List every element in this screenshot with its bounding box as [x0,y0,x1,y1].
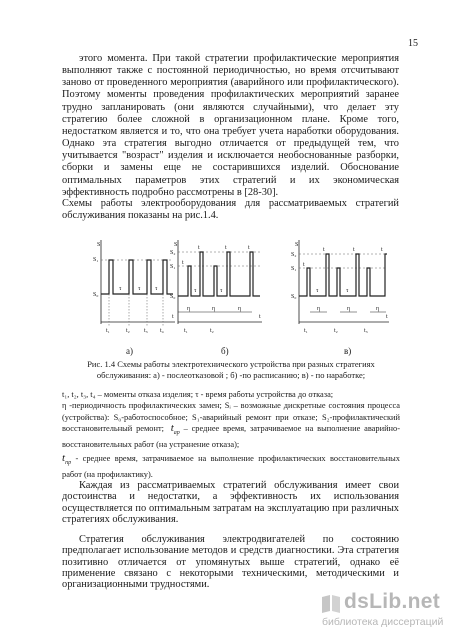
svg-text:t: t [225,245,227,251]
subfigure-a-label: а) [126,346,133,356]
svg-text:τ: τ [346,288,349,294]
subfigure-c-label: в) [344,346,352,356]
svg-text:t₂: t₂ [210,328,214,334]
svg-text:t₄: t₄ [160,328,164,334]
svg-text:t₁: t₁ [304,328,308,334]
svg-text:S: S [295,242,299,248]
svg-text:t: t [381,247,383,253]
svg-text:t₃: t₃ [144,328,148,334]
svg-text:τ: τ [155,286,158,292]
svg-text:τ: τ [316,288,319,294]
paragraph-condition-based: Стратегия обслуживания электродвигателей по состоянию предполагает использование методов и средств диагностики. Эта стратегия позитивно отличается от упомянутых выше стратегий, однако её применение связано с некоторыми техническими, методическими и организационными трудностями. [62,534,399,591]
svg-text:τ: τ [138,286,141,292]
svg-text:η: η [376,306,380,312]
subfigure-b-label: б) [221,346,229,356]
svg-text:τ: τ [220,288,223,294]
watermark-logo: dsLib.net [344,590,441,613]
axis-s-label: S [97,242,101,248]
svg-text:t₁: t₁ [184,328,188,334]
legend-block [62,389,400,480]
diagram-a-after-failure [95,238,180,338]
svg-text:τ: τ [119,286,122,292]
svg-text:t₃: t₃ [364,328,368,334]
svg-text:η: η [212,306,216,312]
watermark-subtitle: библиотека диссертаций [322,616,444,628]
svg-text:t: t [172,314,174,320]
svg-text:η: η [238,306,242,312]
legend-line-2: η -периодичность профилактических замен; Sᵢ – возможные дискретные состояния процесса (устройства): S₀-работоспособное; S₁-аварийный ремонт при отказе; S₂-профилактический восстановительный ремонт; $t_{ар}$ – среднее время, затрачиваемое на выполнение аварийно-восстановительных работ (на устранение отказа); [62,401,401,450]
tpr-symbol: $t_{пр}$ [62,451,72,466]
svg-text:t: t [259,314,261,320]
svg-text:η: η [187,306,191,312]
svg-text:t: t [303,262,305,268]
paragraph-strategy-description: этого момента. При такой стратегии профилактические мероприятия выполняют также с постоянной периодичностью, но время отсчитывают заново от проведенного мероприятия (аварийного или профилактического). Поэтому моменты проведения профилактических мероприятий заранее трудно запланировать (они являются случайными), что делает эту стратегию более сложной в организационном плане. Кроме того, недостатком является и то, что она требует учета наработки оборудования. Однако эта стратегия выгодно отличается от предыдущей тем, что учитывается "возраст" изделия и исключается необоснованные разборки, сборки и замены еще не состарившихся изделий. Обоснование оптимальных параметров этих стратегий и их экономическая эффективность подробно рассмотрены в [28-30]. [62,53,399,198]
svg-text:η: η [347,306,351,312]
svg-text:t: t [323,247,325,253]
page-number: 15 [408,38,418,49]
svg-text:S₁: S₁ [291,266,297,272]
svg-text:t: t [182,260,184,266]
legend-line-1: t₁, t₂, t₃, t₄ – моменты отказа изделия; τ - время работы устройства до отказа; [62,390,334,399]
tav-symbol: $t_{ар}$ [170,421,180,437]
svg-text:η: η [317,306,321,312]
svg-text:S₂: S₂ [170,250,176,256]
svg-text:S₀: S₀ [170,294,176,300]
diagram-c-by-operating-time [293,238,393,338]
svg-text:t₁: t₁ [106,328,110,334]
dslib-watermark [308,590,448,636]
paragraph-figure-reference: Схемы работы электрооборудования для рассматриваемых стратегий обслуживания показаны на рис.1.4. [62,198,399,222]
svg-text:S₁: S₁ [170,264,176,270]
figure-caption: Рис. 1.4 Схемы работы электротехнического устройства при разных стратегиях обслуживания: а) - послеотказовой ; б) -по расписанию; в) - по наработке; [87,359,375,380]
svg-text:t₂: t₂ [334,328,338,334]
legend-line-3: $t_{пр}$ - среднее время, затрачиваемое на выполнение профилактических восстановительных работ (на профилактику). [62,451,400,480]
svg-text:S₀: S₀ [291,294,297,300]
svg-text:t₂: t₂ [126,328,130,334]
svg-text:S₀: S₀ [93,292,99,298]
svg-text:S₂: S₂ [291,252,297,258]
svg-text:S: S [174,242,178,248]
svg-text:τ: τ [194,288,197,294]
paragraph-strategies-tradeoffs: Каждая из рассматриваемых стратегий обслуживания имеет свои достоинства и недостатки, а эффективность их использования осуществляется по оптимальным затратам на эксплуатацию при различных стратегиях обслуживания. [62,480,399,525]
diagram-b-scheduled [172,238,267,338]
svg-text:S₁: S₁ [93,257,99,263]
svg-text:t: t [353,247,355,253]
svg-text:t: t [198,245,200,251]
svg-text:t: t [386,314,388,320]
svg-text:t: t [248,245,250,251]
book-icon [320,592,342,614]
